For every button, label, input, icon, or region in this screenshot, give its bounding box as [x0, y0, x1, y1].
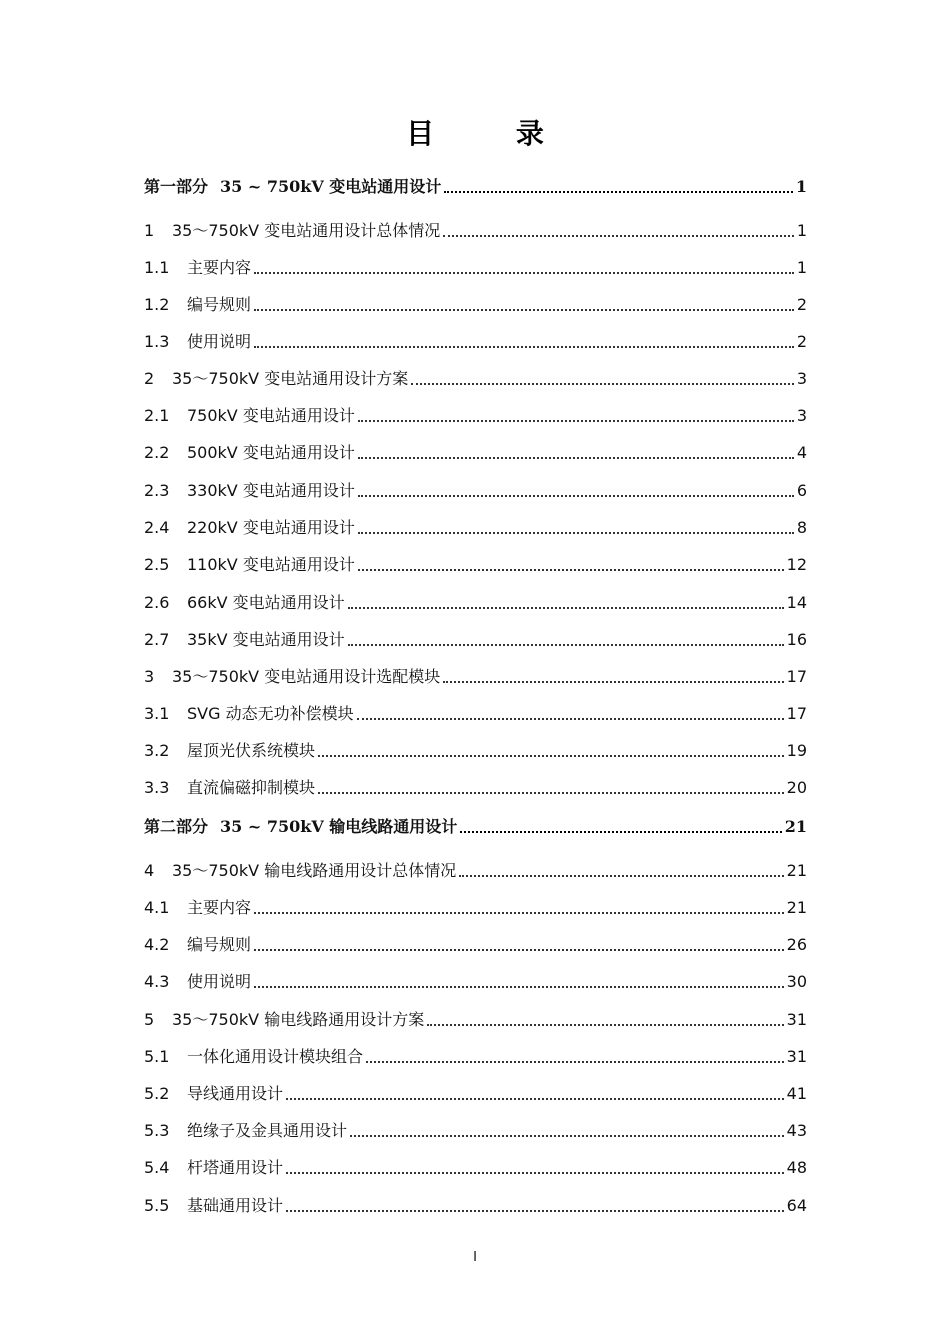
toc-entry-title: 使用说明 [187, 972, 252, 991]
dot-leader [348, 644, 784, 646]
dot-leader [286, 1098, 784, 1100]
toc-entry-title: 直流偏磁抑制模块 [187, 778, 316, 797]
toc-entry-page: 64 [786, 1196, 807, 1215]
toc-entry-number: 3.1 [144, 704, 170, 723]
toc-entry-title: 主要内容 [187, 258, 252, 277]
toc-entry-page: 2 [796, 295, 807, 314]
toc-entry[interactable] [144, 856, 807, 882]
toc-entry[interactable] [144, 699, 807, 725]
toc-entry[interactable] [144, 1042, 807, 1068]
toc-entry[interactable] [144, 364, 807, 390]
toc-entry-number: 1.3 [144, 332, 170, 351]
dot-leader [366, 1061, 784, 1063]
toc-entry[interactable] [144, 1079, 807, 1105]
dot-leader [286, 1210, 784, 1212]
toc-entry[interactable] [144, 812, 807, 838]
toc-entry-title: 220kV 变电站通用设计 [187, 518, 355, 537]
toc-entry-page: 17 [786, 704, 807, 723]
toc-entry[interactable] [144, 930, 807, 956]
toc-entry[interactable] [144, 550, 807, 576]
toc-entry[interactable] [144, 967, 807, 993]
page-number: I [473, 1250, 477, 1265]
toc-entry-page: 30 [786, 972, 807, 991]
toc-entry-number: 1 [144, 221, 155, 240]
toc-entry-page: 41 [786, 1084, 807, 1103]
dot-leader [254, 309, 794, 311]
dot-leader [444, 191, 793, 193]
toc-entry-page: 21 [786, 898, 807, 917]
toc-entry-page: 1 [796, 258, 807, 277]
dot-leader [358, 457, 794, 459]
dot-leader [358, 420, 794, 422]
toc-entry[interactable] [144, 1153, 807, 1179]
toc-entry-page: 3 [796, 406, 807, 425]
dot-leader [443, 235, 794, 237]
toc-entry-page: 21 [784, 817, 807, 836]
toc-entry-number: 第一部分 [144, 177, 209, 196]
toc-entry-title: 35 ~ 750kV 变电站通用设计 [220, 177, 442, 196]
toc-entry-title: 编号规则 [187, 935, 252, 954]
toc-entry-number: 4.2 [144, 935, 170, 954]
dot-leader [411, 383, 794, 385]
toc-entry-number: 4.3 [144, 972, 170, 991]
toc-entry[interactable] [144, 327, 807, 353]
toc-entry[interactable] [144, 625, 807, 651]
toc-entry[interactable] [144, 438, 807, 464]
toc-entry-title: 35 ~ 750kV 输电线路通用设计 [220, 817, 458, 836]
toc-entry[interactable] [144, 513, 807, 539]
toc-entry-title: 编号规则 [187, 295, 252, 314]
toc-entry[interactable] [144, 1116, 807, 1142]
toc-entry-page: 19 [786, 741, 807, 760]
toc-entry-page: 26 [786, 935, 807, 954]
toc-entry-title: 屋顶光伏系统模块 [187, 741, 316, 760]
toc-entry-number: 5.1 [144, 1047, 170, 1066]
toc-entry-title: 杆塔通用设计 [187, 1158, 284, 1177]
toc-entry-title: 一体化通用设计模块组合 [187, 1047, 364, 1066]
dot-leader [358, 569, 784, 571]
dot-leader [443, 681, 783, 683]
toc-entry[interactable] [144, 893, 807, 919]
toc-entry[interactable] [144, 216, 807, 242]
dot-leader [254, 949, 784, 951]
toc-entry-number: 3.3 [144, 778, 170, 797]
toc-entry-page: 3 [796, 369, 807, 388]
dot-leader [460, 831, 781, 833]
toc-entry[interactable] [144, 172, 807, 198]
toc-entry-number: 3.2 [144, 741, 170, 760]
toc-entry-page: 1 [795, 177, 807, 196]
page-title: 目 录 [406, 117, 580, 150]
toc-entry-title: 基础通用设计 [187, 1196, 284, 1215]
toc-entry-title: 66kV 变电站通用设计 [187, 593, 345, 612]
toc-entry-page: 21 [786, 861, 807, 880]
toc-entry-title: 750kV 变电站通用设计 [187, 406, 355, 425]
toc-entry-number: 5.2 [144, 1084, 170, 1103]
toc-entry-page: 43 [786, 1121, 807, 1140]
dot-leader [318, 792, 784, 794]
toc-entry-title: SVG 动态无功补偿模块 [187, 704, 354, 723]
toc-entry[interactable] [144, 290, 807, 316]
dot-leader [254, 272, 794, 274]
toc-entry-title: 使用说明 [187, 332, 252, 351]
toc-entry[interactable] [144, 588, 807, 614]
toc-entry-number: 2.7 [144, 630, 170, 649]
toc-entry-title: 35～750kV 变电站通用设计方案 [172, 369, 409, 388]
dot-leader [254, 986, 784, 988]
toc-entry-page: 2 [796, 332, 807, 351]
toc-entry-number: 1.2 [144, 295, 170, 314]
toc-entry-title: 绝缘子及金具通用设计 [187, 1121, 348, 1140]
toc-entry-number: 4 [144, 861, 155, 880]
toc-entry-number: 5 [144, 1010, 155, 1029]
toc-entry[interactable] [144, 476, 807, 502]
toc-entry-number: 2.5 [144, 555, 170, 574]
toc-entry-page: 48 [786, 1158, 807, 1177]
toc-entry-title: 35～750kV 输电线路通用设计总体情况 [172, 861, 457, 880]
toc-entry[interactable] [144, 401, 807, 427]
toc-entry-page: 6 [796, 481, 807, 500]
dot-leader [459, 875, 783, 877]
toc-entry-number: 2.3 [144, 481, 170, 500]
toc-entry-number: 2.1 [144, 406, 170, 425]
toc-entry-title: 35～750kV 变电站通用设计选配模块 [172, 667, 441, 686]
toc-entry-number: 第二部分 [144, 817, 209, 836]
toc-entry-number: 2.2 [144, 443, 170, 462]
toc-entry-title: 35～750kV 输电线路通用设计方案 [172, 1010, 425, 1029]
toc-entry-title: 330kV 变电站通用设计 [187, 481, 355, 500]
toc-entry-number: 1.1 [144, 258, 170, 277]
toc-entry[interactable] [144, 662, 807, 688]
toc-entry-page: 1 [796, 221, 807, 240]
toc-entry-title: 导线通用设计 [187, 1084, 284, 1103]
toc-entry-number: 5.3 [144, 1121, 170, 1140]
dot-leader [358, 495, 794, 497]
toc-entry[interactable] [144, 1005, 807, 1031]
toc-entry-number: 2 [144, 369, 155, 388]
toc-entry-page: 12 [786, 555, 807, 574]
dot-leader [254, 346, 794, 348]
dot-leader [427, 1024, 783, 1026]
toc-entry-page: 20 [786, 778, 807, 797]
dot-leader [286, 1172, 784, 1174]
toc-entry[interactable] [144, 253, 807, 279]
toc-entry-number: 4.1 [144, 898, 170, 917]
toc-entry-page: 14 [786, 593, 807, 612]
toc-entry-page: 17 [786, 667, 807, 686]
dot-leader [350, 1135, 784, 1137]
toc-entry[interactable] [144, 773, 807, 799]
toc-entry-number: 3 [144, 667, 155, 686]
toc-entry-number: 2.4 [144, 518, 170, 537]
toc-entry-number: 5.5 [144, 1196, 170, 1215]
toc-entry-page: 31 [786, 1047, 807, 1066]
toc-entry-title: 500kV 变电站通用设计 [187, 443, 355, 462]
dot-leader [358, 532, 794, 534]
dot-leader [357, 718, 784, 720]
toc-entry[interactable] [144, 736, 807, 762]
toc-entry-page: 4 [796, 443, 807, 462]
toc-entry-page: 16 [786, 630, 807, 649]
toc-entry-title: 110kV 变电站通用设计 [187, 555, 355, 574]
toc-entry-number: 5.4 [144, 1158, 170, 1177]
toc-entry-title: 35kV 变电站通用设计 [187, 630, 345, 649]
toc-entry-page: 31 [786, 1010, 807, 1029]
toc-entry-page: 8 [796, 518, 807, 537]
dot-leader [318, 755, 784, 757]
dot-leader [348, 607, 784, 609]
toc-entry-title: 35～750kV 变电站通用设计总体情况 [172, 221, 441, 240]
toc-entry-number: 2.6 [144, 593, 170, 612]
toc-entry-title: 主要内容 [187, 898, 252, 917]
dot-leader [254, 912, 784, 914]
toc-entry[interactable] [144, 1191, 807, 1217]
